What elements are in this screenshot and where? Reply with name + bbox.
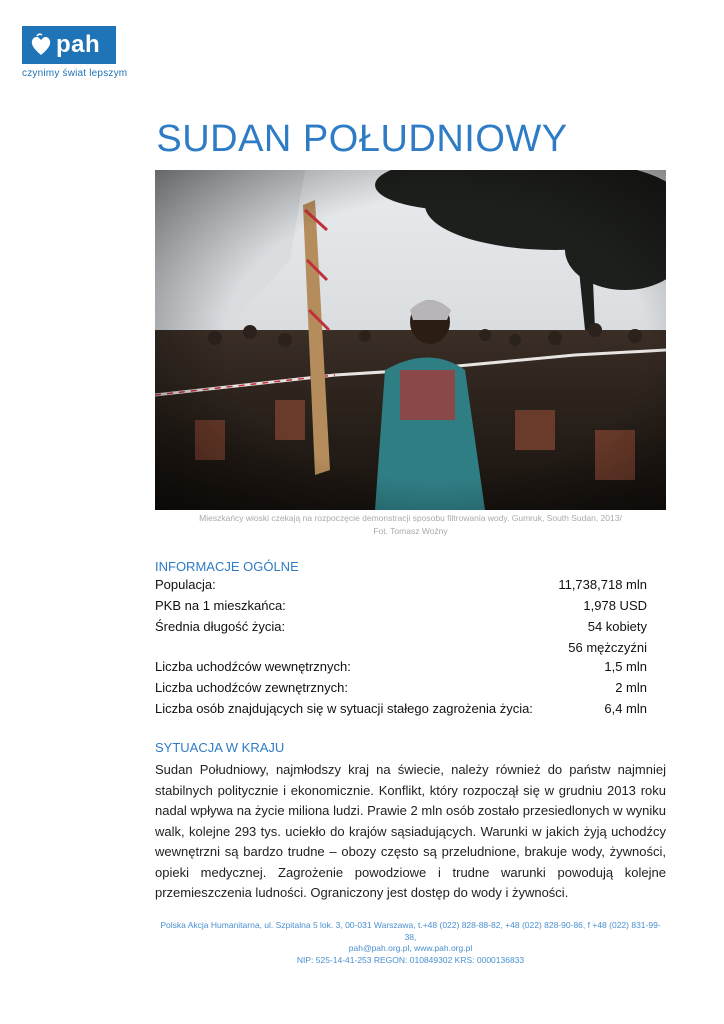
footer-registry: NIP: 525-14-41-253 REGON: 010849302 KRS: 0000136833 <box>296 954 525 965</box>
info-row-internal-refugees <box>155 659 647 679</box>
footer <box>155 920 666 966</box>
logo-tagline: czynimy świat lepszym <box>22 68 128 79</box>
info-row-external-refugees <box>155 680 647 700</box>
info-row-life-expectancy-men <box>155 640 647 660</box>
photo-caption-line: Mieszkańcy wioski czekają na rozpoczęcie demonstracji sposobu filtrowania wody. Gumruk, South Sudan, 2013/ <box>199 513 622 523</box>
page-title: SUDAN POŁUDNIOWY <box>156 118 568 160</box>
info-label: Liczba osób znajdujących się w sytuacji stałego zagrożenia życia: <box>155 701 533 716</box>
info-value: 1,978 USD <box>583 598 647 613</box>
logo-wordmark: pah <box>56 31 101 58</box>
situation-paragraph: Sudan Południowy, najmłodszy kraj na świecie, należy również do państw najmniej stabilnych politycznie i ekonomicznie. Konflikt, który rozpoczął się w grudniu 2013 roku nadal wpływa na życie miliona ludzi. Prawie 2 mln osób zostało przesiedlonych w wyniku walk, kolejne 293 tys. uciekło do krajów sąsiadujących. Warunki w jakich żyją uchodźcy wewnętrzni są bardzo trudne – obozy często są przeludnione, brakuje wody, żywności, opieki medycznej. Zagrożenie powodziowe i trudne warunki powodują kolejne przemieszczenia ludności. Ograniczony jest dostęp do wody i żywności. <box>155 762 666 900</box>
heart-icon <box>30 33 52 57</box>
info-row-population <box>155 577 647 597</box>
footer-address: Polska Akcja Humanitarna, ul. Szpitalna 5 lok. 3, 00-031 Warszawa, t.+48 (022) 828-88-82, +48 (022) 828-90-86, f +48 (022) 831-99-38, <box>160 920 661 942</box>
info-value: 56 mężczyźni <box>568 640 647 655</box>
photo-caption <box>155 512 666 538</box>
photo-credit: Fot. Tomasz Woźny <box>373 526 448 536</box>
info-label: Liczba uchodźców zewnętrznych: <box>155 680 348 695</box>
info-label: Populacja: <box>155 577 216 592</box>
info-value: 54 kobiety <box>587 619 647 634</box>
info-label: Średnia długość życia: <box>155 619 286 634</box>
pah-logo <box>22 26 116 64</box>
info-row-life-expectancy <box>155 619 647 639</box>
section-heading-general: INFORMACJE OGÓLNE <box>155 559 299 574</box>
info-label: PKB na 1 mieszkańca: <box>155 598 286 613</box>
info-value: 11,738,718 mln <box>558 577 647 592</box>
cover-photo <box>155 170 666 510</box>
info-value: 6,4 mln <box>604 701 647 716</box>
footer-contact: pah@pah.org.pl, www.pah.org.pl <box>348 943 473 953</box>
info-label: Liczba uchodźców wewnętrznych: <box>155 659 351 674</box>
info-row-at-risk <box>155 701 647 721</box>
info-value: 1,5 mln <box>604 659 647 674</box>
section-heading-situation: SYTUACJA W KRAJU <box>155 740 285 755</box>
info-row-gdp <box>155 598 647 618</box>
info-value: 2 mln <box>615 680 647 695</box>
